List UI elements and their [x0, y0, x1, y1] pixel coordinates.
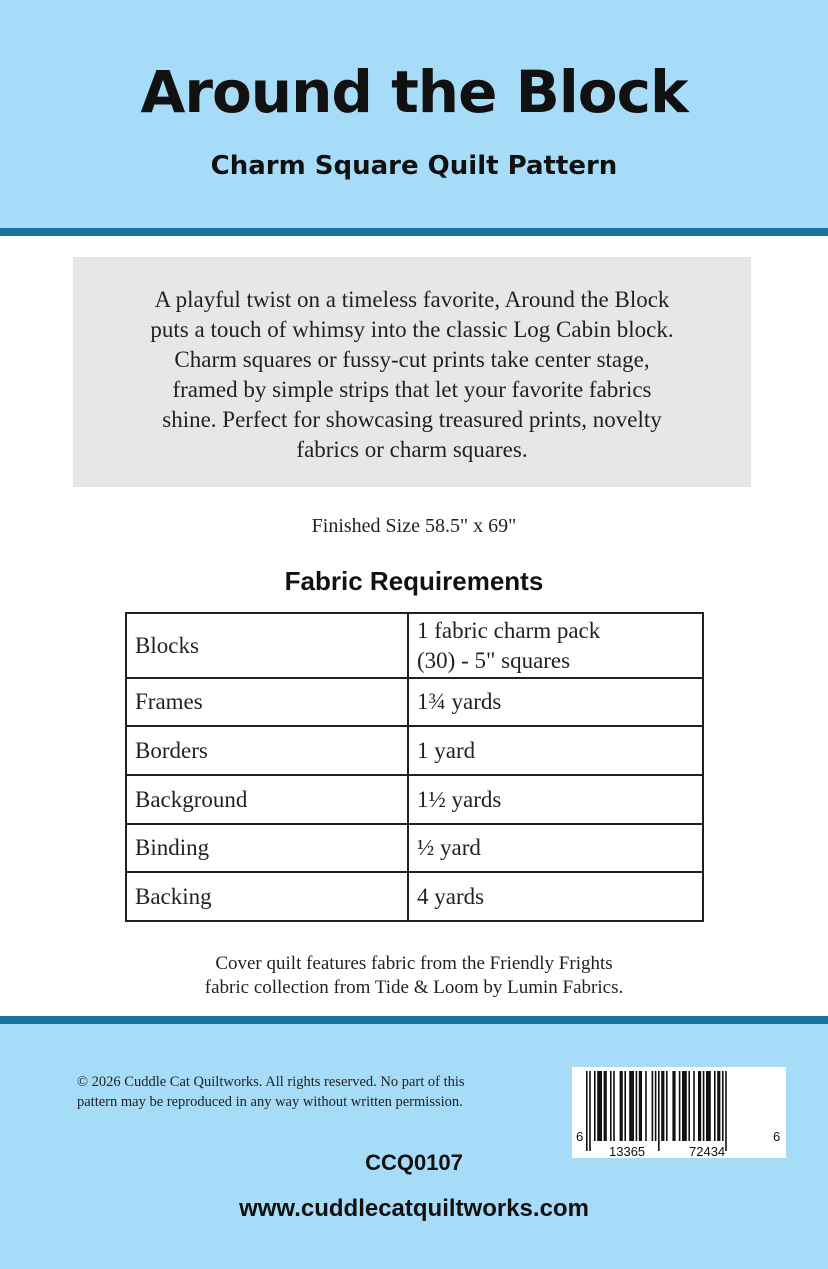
fabric-amount: 1 yard — [408, 726, 703, 775]
barcode-bar — [706, 1071, 711, 1141]
barcode-bar — [655, 1071, 657, 1141]
note-line: fabric collection from Tide & Loom by Lumin Fabrics. — [204, 977, 624, 998]
footer-stripe — [0, 1016, 828, 1024]
copyright-line: pattern may be reproduced in any way without written permission. — [77, 1094, 463, 1110]
description-line: shine. Perfect for showcasing treasured prints, novelty — [162, 407, 662, 432]
barcode-bar — [620, 1071, 623, 1141]
barcode-bar — [610, 1071, 612, 1141]
fabric-requirements-title: Fabric Requirements — [284, 566, 544, 596]
fabric-note — [0, 952, 828, 1000]
barcode-bar — [703, 1071, 705, 1141]
fabric-amount: 4 yards — [408, 872, 703, 921]
barcode-bar — [717, 1071, 720, 1141]
barcode-bar — [604, 1071, 607, 1141]
fabric-item: Borders — [126, 726, 408, 775]
fabric-amount-line: 1 fabric charm pack — [417, 617, 601, 643]
barcode-bar — [722, 1071, 724, 1141]
barcode-bar — [698, 1071, 701, 1141]
barcode-bar — [688, 1071, 690, 1141]
page-subtitle: Charm Square Quilt Pattern — [210, 151, 618, 181]
fabric-requirements-table — [125, 612, 704, 922]
table-row — [126, 824, 703, 872]
description-line: Charm squares or fussy-cut prints take center stage, — [174, 347, 650, 372]
fabric-item: Binding — [126, 824, 408, 872]
barcode-bar — [645, 1071, 647, 1141]
barcode-bar — [624, 1071, 626, 1141]
fabric-item: Background — [126, 775, 408, 824]
barcode-bar — [652, 1071, 654, 1141]
product-code: CCQ0107 — [365, 1150, 463, 1175]
barcode-group-left: 13365 — [609, 1144, 646, 1159]
description-box — [73, 257, 751, 487]
note-line: Cover quilt features fabric from the Friendly Frights — [215, 953, 613, 974]
barcode-bar — [613, 1071, 615, 1141]
description-line: fabrics or charm squares. — [296, 437, 528, 462]
barcode-digit-left: 6 — [576, 1129, 584, 1144]
fabric-item: Blocks — [126, 613, 408, 678]
fabric-amount-line: (30) - 5" squares — [417, 647, 571, 673]
barcode-bar — [586, 1071, 588, 1151]
fabric-item: Backing — [126, 872, 408, 921]
barcode-bar — [725, 1071, 727, 1151]
barcode-bars — [572, 1067, 786, 1158]
barcode-bar — [714, 1071, 716, 1141]
barcode-bar — [597, 1071, 602, 1141]
description-text — [73, 285, 751, 465]
barcode-bar — [661, 1071, 664, 1141]
barcode-bar — [693, 1071, 695, 1141]
barcode-bar — [658, 1071, 660, 1151]
barcode-bar — [679, 1071, 681, 1141]
barcode-digit-right: 6 — [773, 1129, 781, 1144]
barcode — [572, 1067, 786, 1158]
table-row — [126, 678, 703, 726]
fabric-amount — [408, 613, 703, 678]
barcode-bar — [589, 1071, 591, 1151]
header-stripe — [0, 228, 828, 236]
table-row — [126, 775, 703, 824]
copyright-notice — [77, 1072, 465, 1112]
page-title: Around the Block — [140, 58, 688, 126]
description-line: framed by simple strips that let your favorite fabrics — [172, 377, 652, 402]
barcode-bar — [682, 1071, 687, 1141]
description-line: puts a touch of whimsy into the classic Log Cabin block. — [150, 317, 674, 342]
barcode-bar — [629, 1071, 634, 1141]
table-row — [126, 726, 703, 775]
fabric-item: Frames — [126, 678, 408, 726]
barcode-bar — [666, 1071, 668, 1141]
table-row — [126, 613, 703, 678]
fabric-amount: 1½ yards — [408, 775, 703, 824]
finished-size: Finished Size 58.5" x 69" — [311, 515, 517, 537]
barcode-bar — [636, 1071, 638, 1141]
copyright-line: © 2026 Cuddle Cat Quiltworks. All rights reserved. No part of this — [77, 1074, 465, 1090]
table-row — [126, 872, 703, 921]
barcode-group-right: 72434 — [689, 1144, 726, 1159]
fabric-amount: ½ yard — [408, 824, 703, 872]
barcode-bar — [672, 1071, 675, 1141]
barcode-bar — [594, 1071, 596, 1141]
description-line: A playful twist on a timeless favorite, Around the Block — [154, 287, 670, 312]
fabric-amount: 1¾ yards — [408, 678, 703, 726]
website-link[interactable]: www.cuddlecatquiltworks.com — [239, 1195, 589, 1222]
barcode-bar — [639, 1071, 642, 1141]
